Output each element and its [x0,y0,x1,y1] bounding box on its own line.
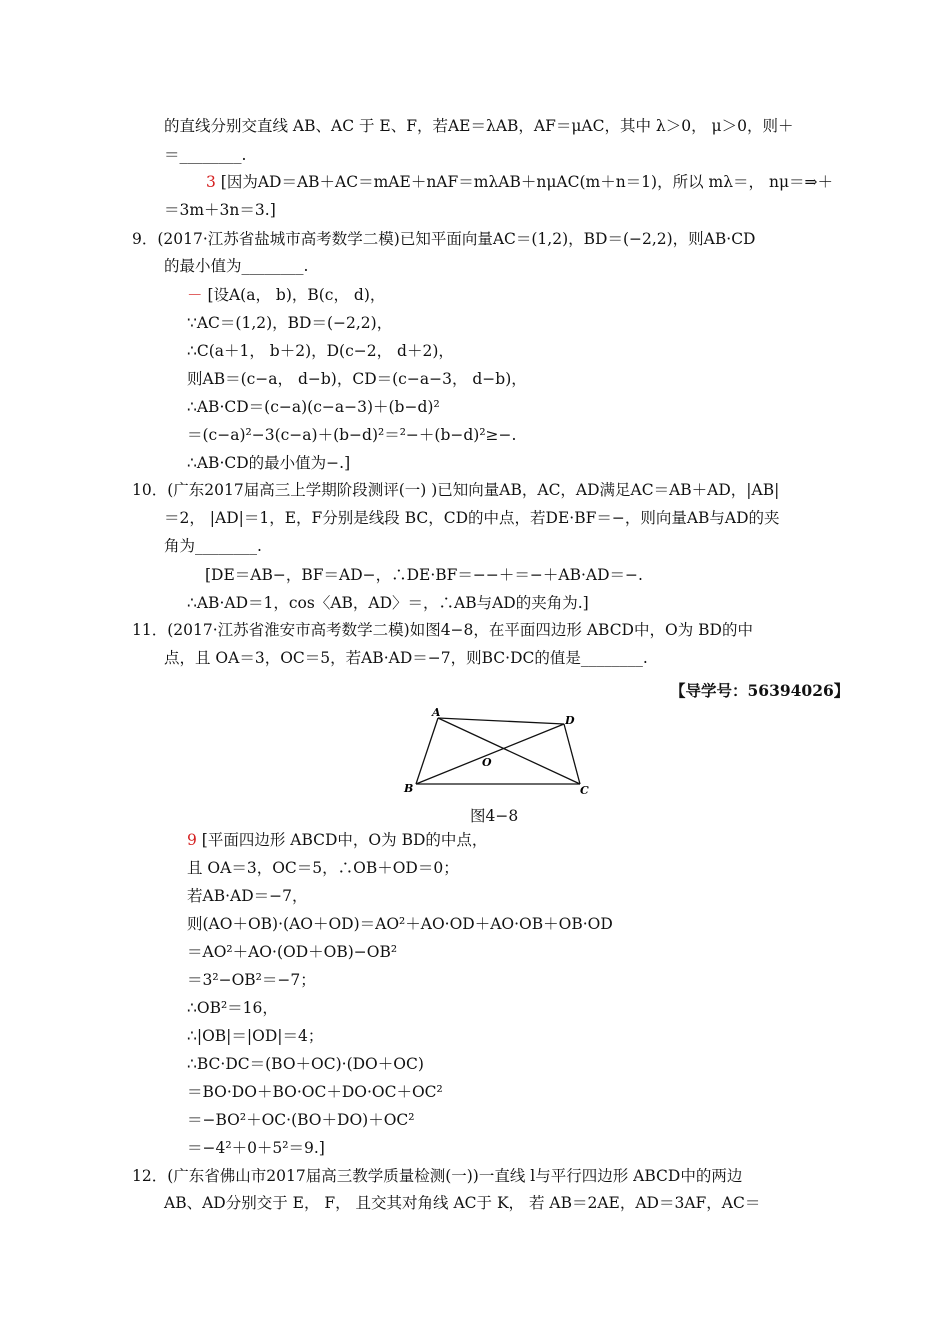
text-line [187,1138,325,1158]
answer-value: 3 [206,173,216,191]
text-line [187,858,459,878]
line-text: 点，且 OA＝3，OC＝5，若AB·AD＝−7，则BC·DC的值是________. [164,649,648,667]
line-text: 9．(2017·江苏省盐城市高考数学二模)已知平面向量AC＝(1,2)，BD＝(−2,2)，则AB·CD [132,230,756,248]
figure-caption: 图4−8 [470,807,519,825]
answer-value: 9 [187,831,197,849]
text-line [132,480,779,500]
segment-ac [438,718,580,784]
figure-4-8 [402,708,602,800]
line-text: 则(AO＋OB)·(AO＋OD)＝AO²＋AO·OD＋AO·OB＋OB·OD [187,915,613,933]
line-text: ＝−BO²＋OC·(BO＋DO)＋OC² [187,1111,415,1129]
text-line [187,341,454,361]
text-line [187,425,516,445]
label-o: O [482,756,492,769]
text-line [187,1026,323,1046]
line-text: 11．(2017·江苏省淮安市高考数学二模)如图4−8，在平面四边形 ABCD中，O为 BD的中 [132,621,753,639]
label-a: A [432,708,441,719]
text-line [132,229,755,249]
text-line [164,536,262,556]
text-line [187,285,385,305]
text-line [164,145,246,165]
text-line [187,886,307,906]
text-line [164,116,793,136]
line-text: ＝BO·DO＋BO·OC＋DO·OC＋OC² [187,1083,443,1101]
segment-bd [416,724,564,784]
text-line [187,830,487,850]
text-line [187,369,527,389]
line-text: ＝3²−OB²＝−7； [187,971,316,989]
guide-number: 【导学号：56394026】 [670,681,850,700]
line-text: ∴C(a＋1， b＋2)，D(c−2， d＋2)， [187,342,454,360]
text-line [164,256,308,276]
line-text: ＝________. [164,146,247,164]
line-text: [因为AD＝AB＋AC＝mAE＋nAF＝mλAB＋nμAC(m＋n＝1)，所以 mλ＝， nμ＝⇒＋ [215,173,834,191]
text-line [164,1193,760,1213]
line-text: [设A(a， b)，B(c， d)， [202,286,386,304]
text-line [164,200,276,220]
text-line [205,565,643,585]
line-text: 10．(广东2017届高三上学期阶段测评(一) )已知向量AB，AC，AD满足AC＝AB＋AD，|AB| [132,481,780,499]
segment-ab [416,718,438,784]
text-line [187,1110,414,1130]
line-text: ＝AO²＋AO·(OD＋OB)−OB² [187,943,398,961]
line-text: 若AB·AD＝−7， [187,887,308,905]
label-b: B [404,782,414,795]
text-line [187,313,392,333]
text-line [187,397,440,417]
text-line [187,998,278,1018]
line-text: ∵AC＝(1,2)，BD＝(−2,2)， [187,314,393,332]
line-text: ＝2， |AD|＝1，E，F分别是线段 BC，CD的中点，若DE·BF＝−，则向量AB与AD的夹 [164,509,780,527]
line-text: 角为________. [164,537,262,555]
text-line [187,1054,424,1074]
text-line [187,593,589,613]
text-line [132,1166,742,1186]
line-text: ∴AB·AD＝1，cos〈AB，AD〉＝，∴AB与AD的夹角为.] [187,594,589,612]
answer-value: － [187,286,203,304]
line-text: [DE＝AB−，BF＝AD−，∴DE·BF＝−−＋＝−＋AB·AD＝−. [205,566,643,584]
segment-dc [564,724,580,784]
line-text: ∴AB·CD＝(c−a)(c−a−3)＋(b−d)² [187,398,440,416]
line-text: ∴OB²＝16， [187,999,278,1017]
line-text: ∴|OB|＝|OD|＝4； [187,1027,324,1045]
text-line [187,453,350,473]
line-text: AB、AD分别交于 E， F， 且交其对角线 AC于 K， 若 AB＝2AE，AD＝3AF，AC＝ [164,1194,761,1212]
text-line [164,648,648,668]
line-text: 且 OA＝3，OC＝5，∴OB＋OD＝0； [187,859,459,877]
line-text: 则AB＝(c−a， d−b)，CD＝(c−a−3， d−b)， [187,370,527,388]
label-d: D [565,714,575,727]
segment-ad [438,718,564,724]
quadrilateral-diagram [402,708,602,800]
text-line [187,914,613,934]
line-text: ＝3m＋3n＝3.] [164,201,276,219]
label-c: C [580,784,589,797]
line-text: ∴AB·CD的最小值为−.] [187,454,351,472]
text-line [206,172,833,192]
line-text: 的直线分别交直线 AB、AC 于 E、F，若AE＝λAB，AF＝μAC，其中 λ＞0， μ＞0，则＋ [164,117,794,135]
line-text: ∴BC·DC＝(BO＋OC)·(DO＋OC) [187,1055,424,1073]
text-line [187,1082,443,1102]
line-text: [平面四边形 ABCD中，O为 BD的中点， [196,831,488,849]
text-line [187,942,397,962]
line-text: ＝−4²＋0＋5²＝9.] [187,1139,325,1157]
text-line [132,620,753,640]
text-line [164,508,780,528]
text-line [187,970,316,990]
line-text: 的最小值为________. [164,257,309,275]
line-text: 12．(广东省佛山市2017届高三教学质量检测(一))一直线 l与平行四边形 ABCD中的两边 [132,1167,743,1185]
line-text: ＝(c−a)²−3(c−a)＋(b−d)²＝²−＋(b−d)²≥−. [187,426,517,444]
